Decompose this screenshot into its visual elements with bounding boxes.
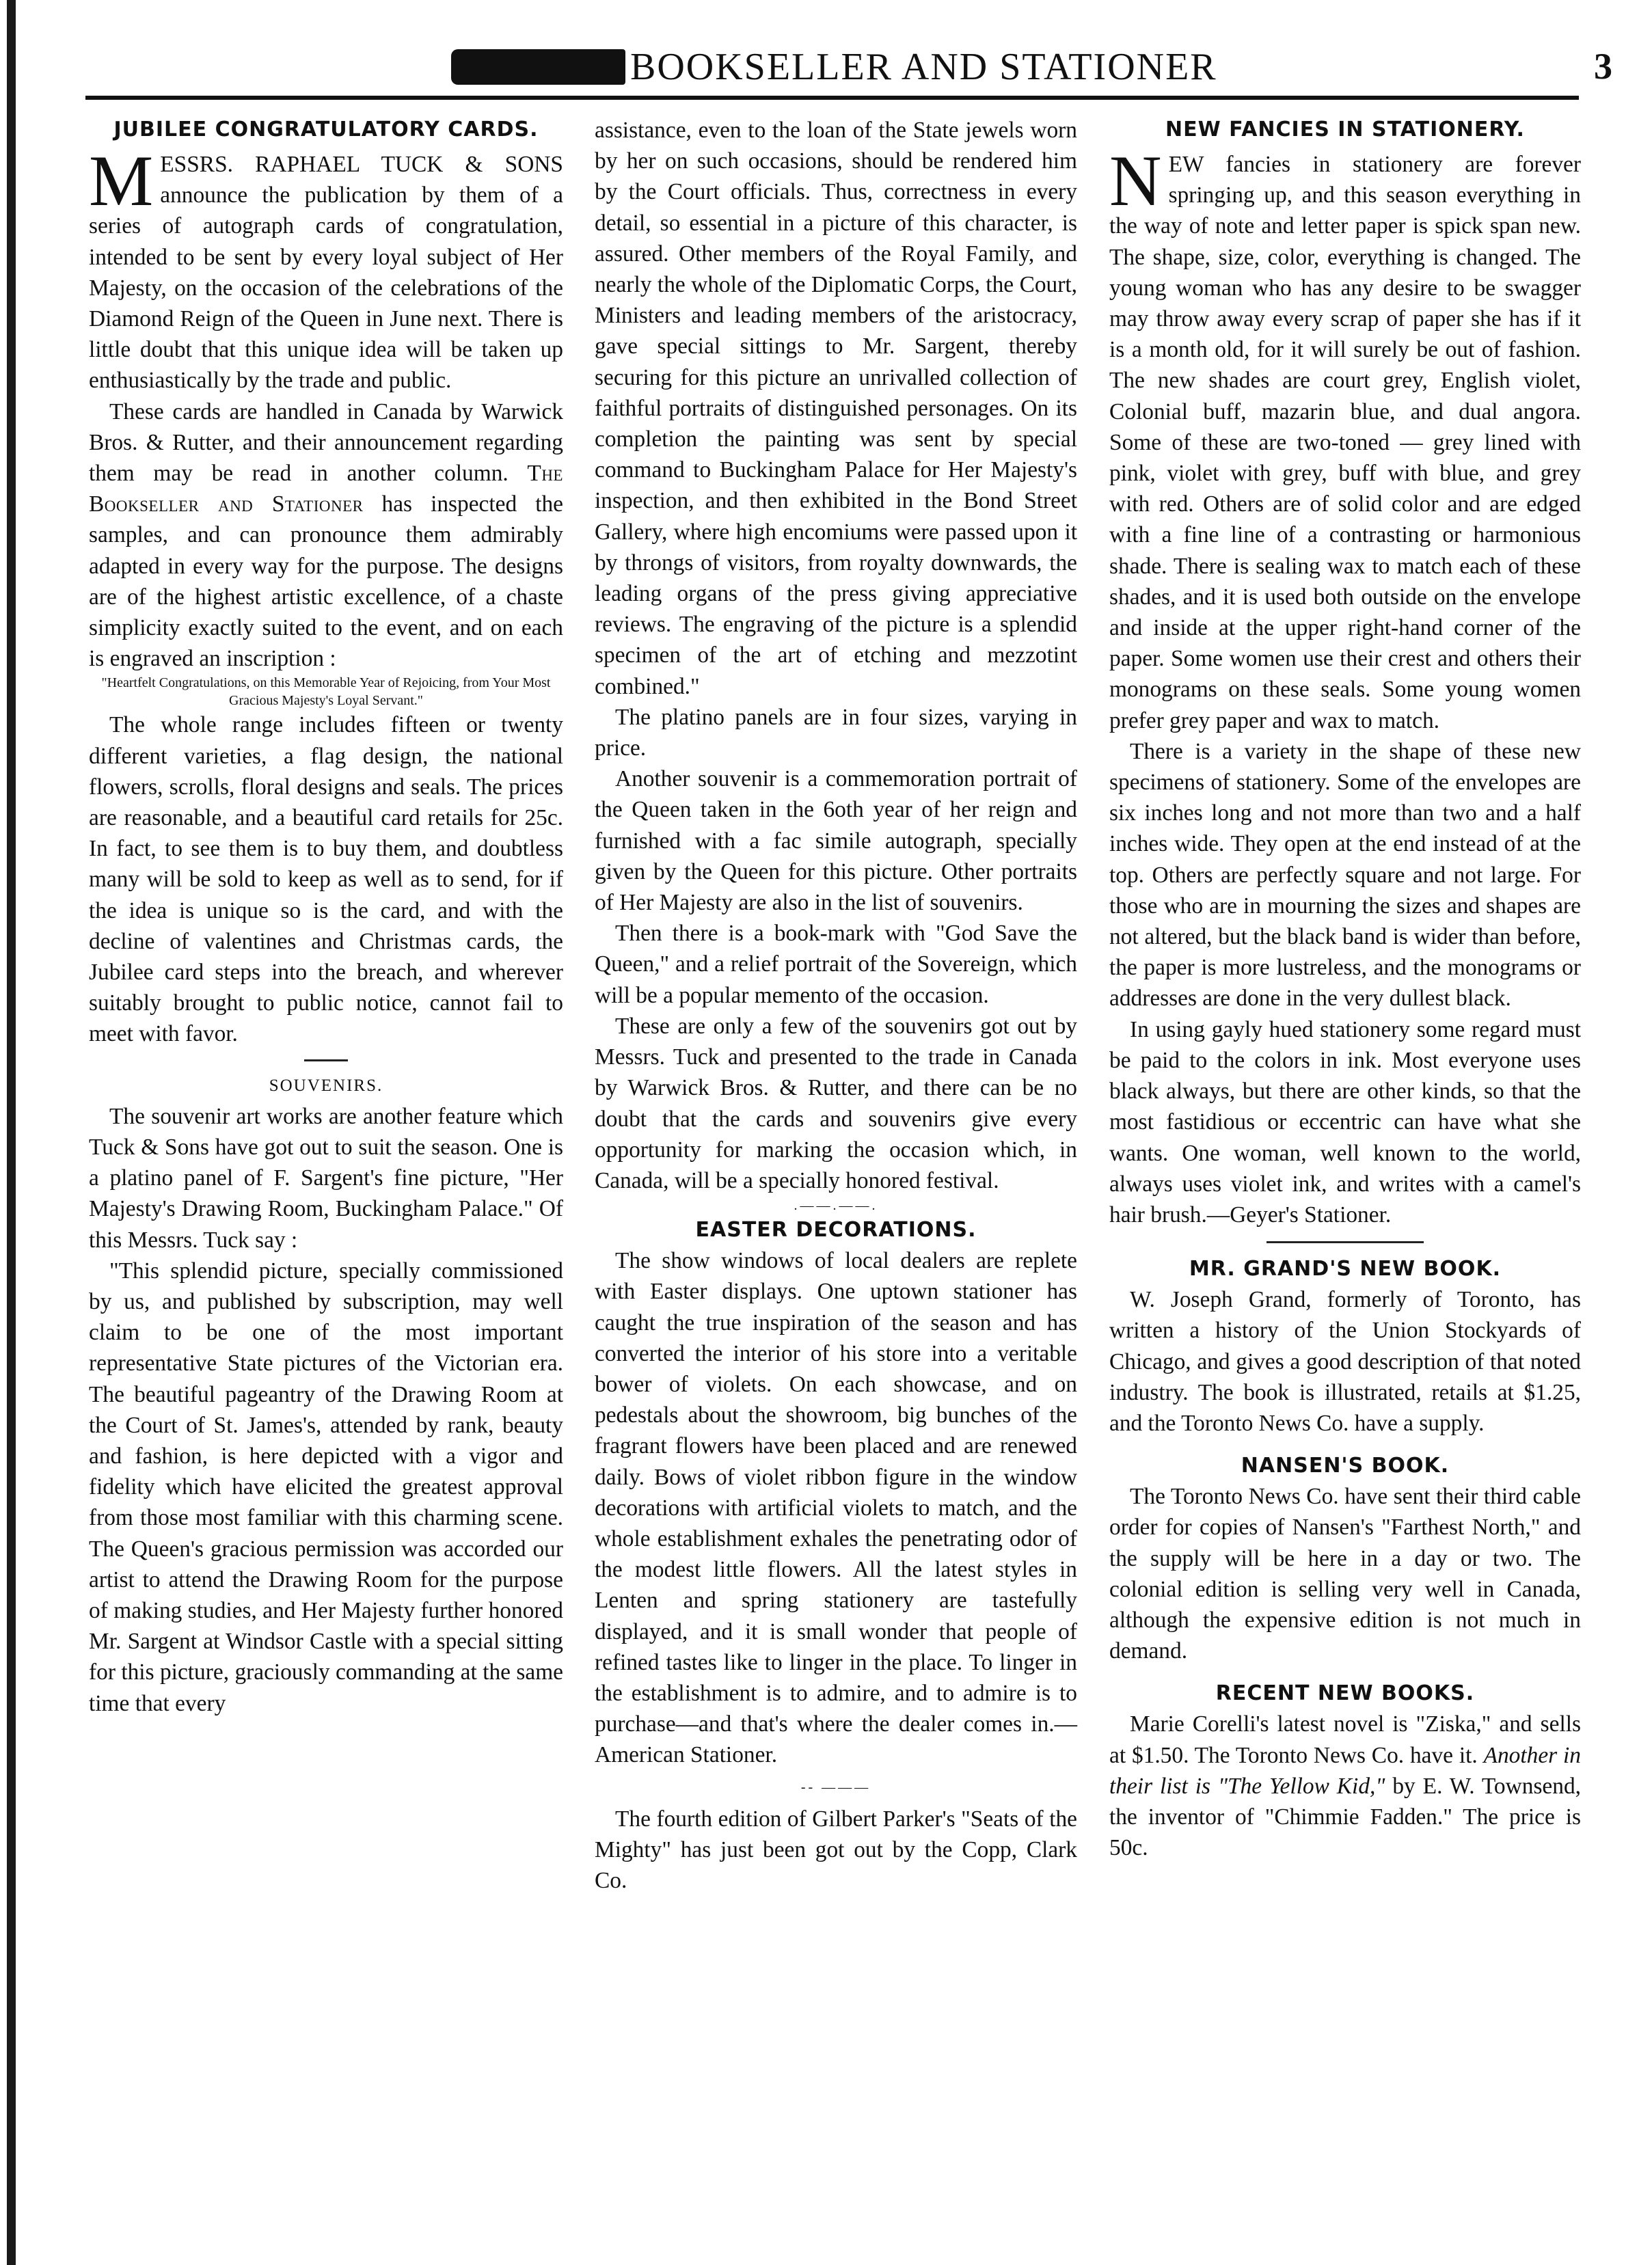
paragraph-text: has inspected the samples, and can pronounce them admirably adapted in every way for the purpose. The designs are of the highest artistic excellence, of a chaste simplicity exactly suited to the event, and on each is engraved an inscription : (89, 491, 563, 672)
article-heading-easter: EASTER DECORATIONS. (695, 1218, 977, 1243)
article-heading-recent-books: RECENT NEW BOOKS. (1215, 1681, 1475, 1706)
paragraph: The platino panels are in four sizes, varying in price. (595, 704, 1077, 761)
paragraph: assistance, even to the loan of the State jewels worn by her on such occasions, should be rendered him by the Court officials. Thus, correctness in every detail, so essential in a picture of this character, is assured. Other members of the Royal Family, and nearly the whole of the Diplomatic Corps, the Court, Ministers and leading members of the aristocracy, gave special sittings to Mr. Sargent, thereby securing for this picture an unrivalled collection of faithful portraits of distinguished personages. On its completion the painting was sent by special command to Buckingham Palace for Her Majesty's inspection, and then exhibited in the Bond Street Gallery, where high encomiums were passed upon it by throngs of visitors, from royalty downwards, the leading organs of the press giving appreciative reviews. The engraving of the picture is a splendid specimen of the art of etching and mezzotint combined." (595, 118, 1077, 699)
paragraph: The souvenir art works are another feature which Tuck & Sons have got out to suit the season. One is a platino panel of F. Sargent's fine picture, "Her Majesty's Drawing Room, Buckingham Palace." Of this Messrs. Tuck say : (89, 1103, 563, 1253)
drop-cap: M (89, 141, 154, 221)
paragraph-text: Marie Corelli's latest novel is "Ziska," and sells at $1.50. The Toronto News Co. have it. (1109, 1711, 1581, 1768)
article-heading-stationery: NEW FANCIES IN STATIONERY. (1165, 118, 1525, 141)
paragraph: The Toronto News Co. have sent their third cable order for copies of Nansen's "Farthest North," and the supply will be here in a day or two. The colonial edition is selling very well in Canada, although the expensive edition is not much in demand. (1109, 1484, 1581, 1664)
paragraph: There is a variety in the shape of these new specimens of stationery. Some of the envelopes are six inches long and not more than two and a half inches wide. They open at the end instead of at the top. Others are perfectly square and not large. For those who are in mourning the sizes and shapes are not altered, but the black band is wider than before, the paper is more lustreless, and the monograms or addresses are done in the very dullest black. (1109, 738, 1581, 1012)
section-divider: .——.——. (794, 1198, 878, 1214)
page-number: 3 (1594, 46, 1612, 87)
page-edge-rule (7, 0, 16, 2265)
column-2 (595, 115, 1077, 1896)
paragraph (1109, 1709, 1581, 1863)
paragraph: Another souvenir is a commemoration portrait of the Queen taken in the 6oth year of her reign and furnished with a fac simile autograph, specially given by the Queen for this picture. Other portraits of Her Majesty are also in the list of souvenirs. (595, 766, 1077, 916)
header-rule (85, 96, 1579, 100)
drop-cap: N (1109, 141, 1162, 221)
paragraph: Then there is a book-mark with "God Save the Queen," and a relief portrait of the Sovereign, which will be a popular memento of the occasion. (595, 921, 1077, 1008)
article-heading-nansen: NANSEN'S BOOK. (1241, 1454, 1450, 1478)
paragraph: W. Joseph Grand, formerly of Toronto, has written a history of the Union Stockyards of Chicago, and gives a good description of that noted industry. The book is illustrated, retails at $1.25, and the Toronto News Co. have a supply. (1109, 1287, 1581, 1436)
paragraph: The whole range includes fifteen or twenty different varieties, a flag design, the national flowers, scrolls, floral designs and seals. The prices are reasonable, and a beautiful card retails for 25c. In fact, to see them is to buy them, and doubtless many will be sold to keep as well as to send, for if the idea is unique so is the card, and with the decline of valentines and Christmas cards, the Jubilee card steps into the breach, and wherever suitably brought to public notice, cannot fail to meet with favor. (89, 712, 563, 1047)
paragraph: The show windows of local dealers are replete with Easter displays. One uptown stationer has caught the true inspiration of the season and has converted the interior of his store into a veritable bower of violets. On each showcase, and on pedestals about the showroom, big bunches of the fragrant flowers have been placed and are renewed daily. Bows of violet ribbon figure in the window decorations with artificial violets to match, and the whole establishment exhales the penetrating odor of the modest little flowers. All the latest styles in Lenten and spring stationery are tastefully displayed, and it is small wonder that people of refined tastes like to linger in the place. To linger in the establishment is to admire, and to admire is to purchase—and that's where the dealer comes in.—American Stationer. (595, 1248, 1077, 1768)
section-divider (1267, 1241, 1424, 1243)
paragraph (89, 141, 563, 396)
paragraph: In using gayly hued stationery some regard must be paid to the colors in ink. Most everyone uses black always, but there are other kinds, so that the most fastidious or eccentric can have what she wants. One woman, well known to the world, always uses violet ink, and writes with a camel's hair brush.—Geyer's Stationer. (1109, 1016, 1581, 1228)
paragraph (1109, 141, 1581, 736)
masthead-title: BOOKSELLER AND STATIONER (630, 46, 1217, 88)
article-heading-grand: MR. GRAND'S NEW BOOK. (1189, 1257, 1502, 1281)
journal-name: The Bookseller and Stationer (89, 461, 563, 517)
paragraph-text: EW fancies in stationery are forever springing up, and this season everything in the way of note and letter paper is spick span new. The shape, size, color, everything is changed. The young woman who has any desire to be swagger may throw away every scrap of paper she has if it is a month old, for it will surely be out of fashion. The new shades are court grey, English violet, Colonial buff, mazarin blue, and dual angora. Some of these are two-toned — grey lined with pink, violet with grey, buff with blue, and grey with red. Others are of solid color and are edged with a fine line of a contrasting or harmonious shade. There is sealing wax to match each of these shades, and it is used both outside on the envelope and inside at the upper right-hand corner of the paper. Some women use their crest and others their monograms on these seals. Some young women prefer grey paper and wax to match. (1109, 152, 1581, 733)
paragraph-text: ESSRS. RAPHAEL TUCK & SONS announce the publication by them of a series of autograph cards of congratulation, intended to be sent by every loyal subject of Her Majesty, on the occasion of the celebrations of the Diamond Reign of the Queen in June next. There is little doubt that this unique idea will be taken up enthusiastically by the trade and public. (89, 152, 563, 394)
column-3 (1109, 115, 1581, 1863)
article-heading-jubilee: JUBILEE CONGRATULATORY CARDS. (113, 118, 539, 141)
paragraph (89, 396, 563, 675)
paragraph: The fourth edition of Gilbert Parker's "Seats of the Mighty" has just been got out by the Copp, Clark Co. (595, 1806, 1077, 1893)
paragraph: "This splendid picture, specially commissioned by us, and published by subscription, may well claim to be one of the most important representative State pictures of the Victorian era. The beautiful pageantry of the Drawing Room at the Court of St. James's, attended by rank, beauty and fashion, is here depicted with a vigor and fidelity which have elicited the greatest approval from those most familiar with this charming scene. The Queen's gracious permission was accorded our artist to attend the Drawing Room for the purpose of making studies, and Her Majesty further honored Mr. Sargent at Windsor Castle with a special sitting for this picture, graciously commanding at the same time that every (89, 1258, 563, 1716)
section-divider: -- ——— (800, 1779, 871, 1795)
inscription-quote: "Heartfelt Congratulations, on this Memorable Year of Rejoicing, from Your Most Gracious Majesty's Loyal Servant." (101, 675, 551, 709)
subheading-souvenirs: SOUVENIRS. (269, 1076, 383, 1095)
paragraph: These are only a few of the souvenirs got out by Messrs. Tuck and presented to the trade in Canada by Warwick Bros. & Rutter, and there can be no doubt that the cards and souvenirs give every opportunity for marking the occasion which, in Canada, will be a specially honored festival. (595, 1013, 1077, 1193)
paragraph-text: These cards are handled in Canada by Warwick Bros. & Rutter, and their announcement regarding them may be read in another column. (89, 398, 563, 487)
column-1 (89, 115, 563, 1719)
paragraph-text: by E. W. Townsend, the inventor of "Chimmie Fadden." The price is 50c. (1109, 1773, 1581, 1861)
masthead-ink-blot (451, 49, 625, 85)
section-divider (304, 1059, 348, 1061)
italic-text: Another in their list is "The Yellow Kid," (1109, 1742, 1581, 1799)
